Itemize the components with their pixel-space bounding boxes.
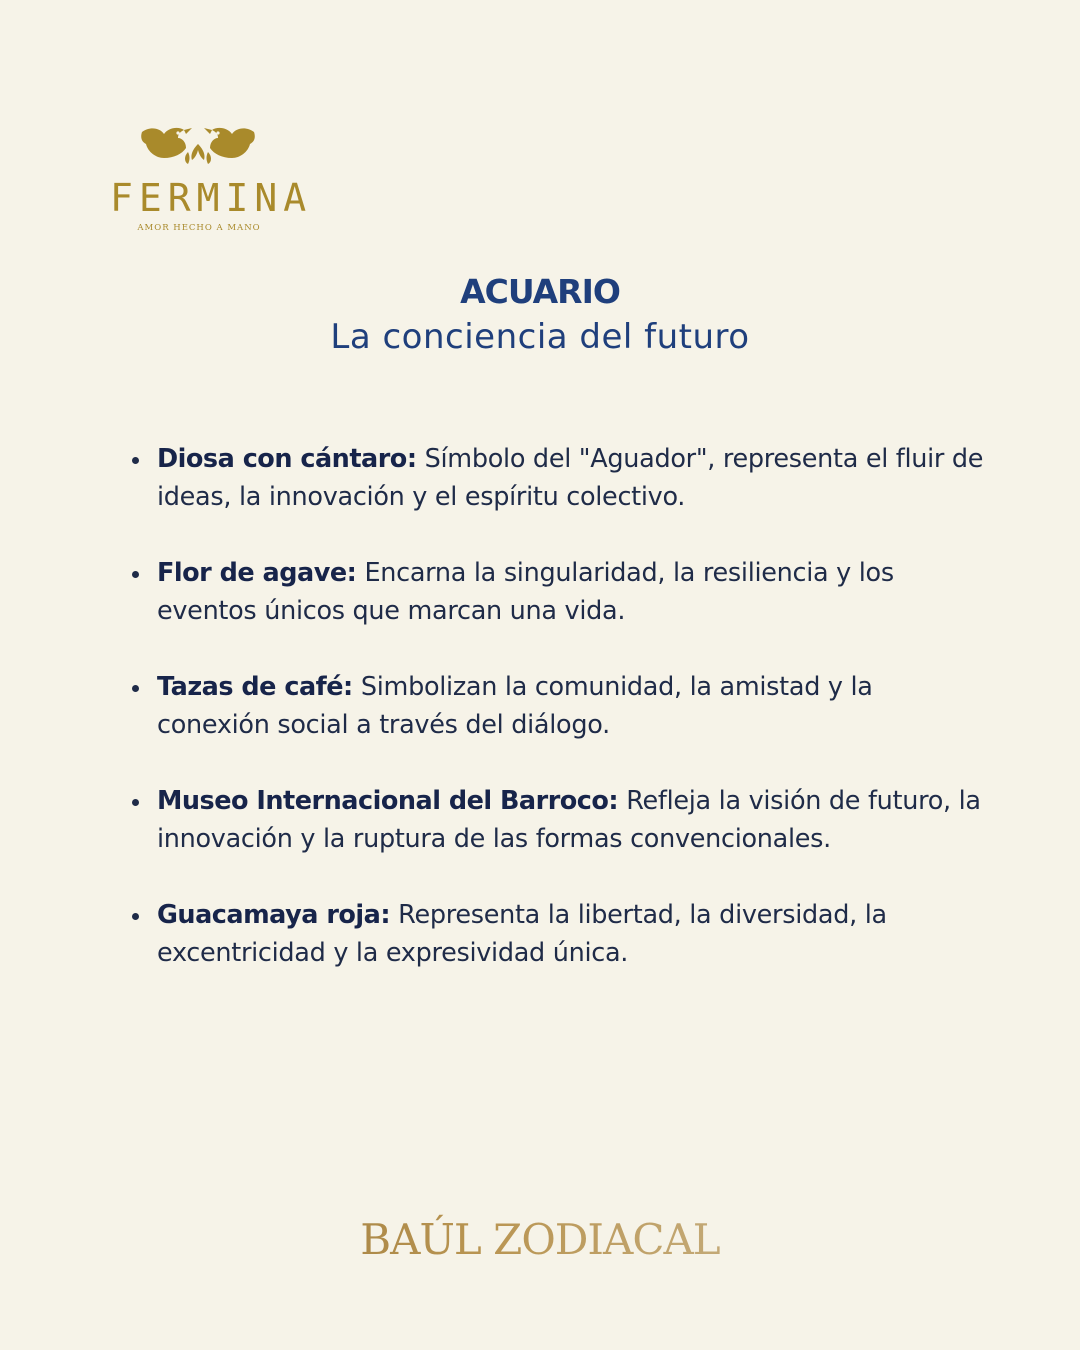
footer-title: BAÚL ZODIACAL bbox=[0, 1212, 1080, 1268]
list-item bbox=[132, 896, 992, 972]
list-item bbox=[132, 554, 992, 630]
list-item bbox=[132, 440, 992, 516]
item-description: Simbolizan la comunidad, la amistad y la conexión social a través del diálogo. bbox=[157, 672, 873, 740]
symbol-list bbox=[132, 440, 992, 1010]
item-term: Diosa con cántaro: bbox=[157, 444, 417, 474]
brand-logo bbox=[110, 120, 313, 240]
list-item bbox=[132, 782, 992, 858]
page-subtitle: La conciencia del futuro bbox=[330, 317, 750, 357]
bullet-icon bbox=[132, 571, 139, 578]
item-term: Guacamaya roja: bbox=[157, 900, 391, 930]
page-title: ACUARIO bbox=[460, 272, 620, 311]
brand-name: FERMINA bbox=[110, 176, 313, 220]
page-heading bbox=[0, 270, 1080, 360]
brand-tagline: AMOR HECHO A MANO bbox=[137, 223, 261, 233]
list-item bbox=[132, 668, 992, 744]
bullet-icon bbox=[132, 913, 139, 920]
item-term: Flor de agave: bbox=[157, 558, 357, 588]
item-description: Representa la libertad, la diversidad, la excentricidad y la expresividad única. bbox=[157, 900, 887, 968]
two-birds-icon bbox=[138, 124, 258, 168]
bullet-icon bbox=[132, 457, 139, 464]
item-description: Símbolo del "Aguador", representa el fluir de ideas, la innovación y el espíritu colectivo. bbox=[157, 444, 984, 512]
item-term: Tazas de café: bbox=[157, 672, 353, 702]
item-description: Encarna la singularidad, la resiliencia y los eventos únicos que marcan una vida. bbox=[157, 558, 894, 626]
item-term: Museo Internacional del Barroco: bbox=[157, 786, 619, 816]
item-description: Refleja la visión de futuro, la innovación y la ruptura de las formas convencionales. bbox=[157, 786, 981, 854]
bullet-icon bbox=[132, 685, 139, 692]
bullet-icon bbox=[132, 799, 139, 806]
